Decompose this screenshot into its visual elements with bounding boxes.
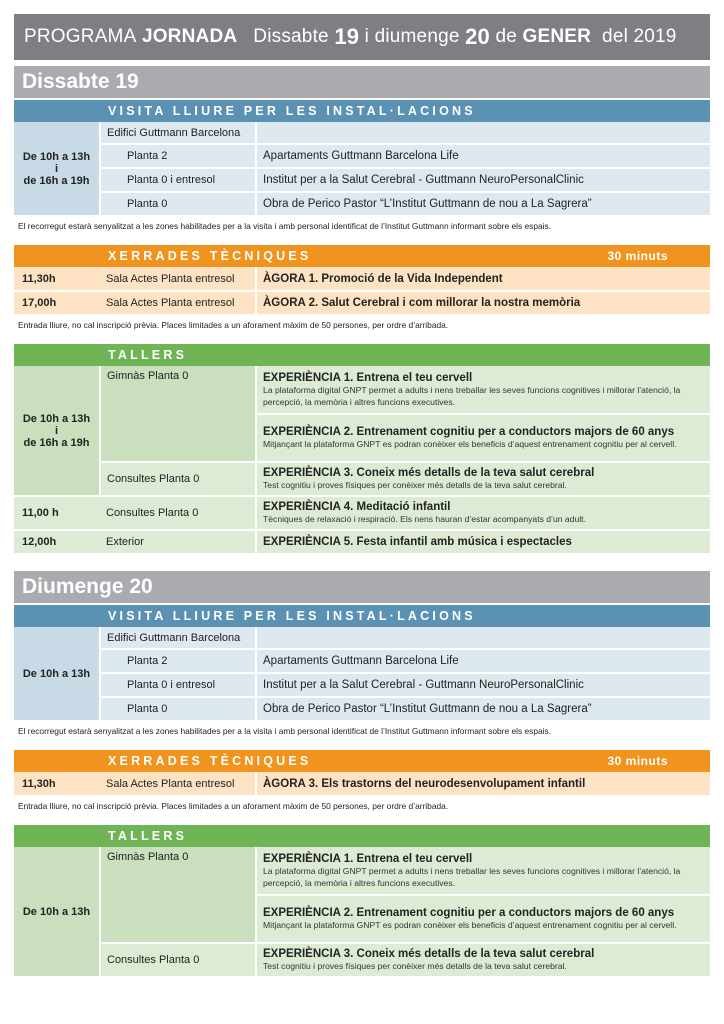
visita-loc: Planta 0 [100,192,256,216]
banner-day1: 19 [334,24,360,49]
taller-loc: Exterior [100,530,256,554]
table-row [14,627,710,649]
table-row [14,530,710,554]
xerrada-loc: Sala Actes Planta entresol [100,267,256,291]
visita-loc: Planta 0 i entresol [100,168,256,192]
visita-desc [256,122,710,144]
sat-visita-header [14,100,710,122]
visita-loc: Planta 0 i entresol [100,673,256,697]
time-i: i [54,424,59,437]
sat-xerrades-header [14,245,710,267]
sat-visita-table [14,122,710,217]
exp-text: Test cognitiu i proves físiques per conèixer més detalls de la teva salut cerebral. [263,961,567,971]
sat-visita-note: El recorregut estarà senyalitzat a les zones habilitades per a la visita i amb personal identificat de l’Institut Guttmann informant sobre els espais. [18,221,552,231]
table-row [14,291,710,315]
exp-title: EXPERIÈNCIA 2. Entrenament cognitiu per a conductors majors de 60 anys [263,907,675,919]
sat-visita-time [14,122,100,216]
table-row [14,366,710,414]
visita-loc: Edifici Guttmann Barcelona [100,627,256,649]
sat-xerrades-note: Entrada lliure, no cal inscripció prèvia. Places limitades a un aforament màxim de 50 persones, per ordre d’arribada. [18,320,449,330]
taller-exp [256,414,710,462]
time-a: De 10h a 13h [22,412,91,425]
exp-title: EXPERIÈNCIA 2. Entrenament cognitiu per a conductors majors de 60 anys [263,426,675,438]
xerrada-desc: ÀGORA 2. Salut Cerebral i com millorar la nostra memòria [256,291,710,315]
sun-visita-note: El recorregut estarà senyalitzat a les zones habilitades per a la visita i amb personal identificat de l’Institut Guttmann informant sobre els espais. [18,726,552,736]
taller-loc: Consultes Planta 0 [100,462,256,496]
visita-desc: Apartaments Guttmann Barcelona Life [256,144,710,168]
banner-de: de [495,26,518,47]
table-row [14,192,710,216]
visita-desc: Institut per a la Salut Cerebral - Guttmann NeuroPersonalClinic [256,168,710,192]
visita-desc [256,627,710,649]
taller-exp [256,530,710,554]
visita-loc: Edifici Guttmann Barcelona [100,122,256,144]
sun-xerrades-header-label: XERRADES TÈCNIQUES [108,754,312,768]
taller-loc: Gimnàs Planta 0 [100,847,256,943]
sat-xerrades-duration: 30 minuts [607,249,668,263]
banner-month: GENER [522,26,592,47]
visita-loc: Planta 2 [100,144,256,168]
visita-desc: Obra de Perico Pastor “L’Institut Guttmann de nou a La Sagrera” [256,192,710,216]
xerrada-time: 11,30h [14,772,100,796]
visita-loc: Planta 2 [100,649,256,673]
banner-i: i diumenge [364,26,460,47]
taller-exp [256,462,710,496]
exp-title: EXPERIÈNCIA 3. Coneix més detalls de la teva salut cerebral [263,948,595,960]
time-a: De 10h a 13h [22,150,91,163]
table-row [14,267,710,291]
taller-exp [256,366,710,414]
xerrada-desc: ÀGORA 3. Els trastorns del neurodesenvolupament infantil [256,772,710,796]
exp-title: EXPERIÈNCIA 1. Entrena el teu cervell [263,852,473,865]
table-row [14,122,710,144]
exp-text: La plataforma digital GNPT permet a adults i nens treballar les seves funcions cognitives i millorar l’atenció, la percepció, la memòria i altres funcions executives. [263,384,681,407]
sun-tallers-table [14,847,710,978]
sun-xerrades-header [14,750,710,772]
exp-text: La plataforma digital GNPT permet a adults i nens treballar les seves funcions cognitives i millorar l’atenció, la percepció, la memòria i altres funcions executives. [263,865,681,888]
exp-text: Mitjançant la plataforma GNPT es podran conèixer els beneficis d’aquest entrenament cognitiu per al cervell. [263,920,677,930]
sun-visita-table [14,627,710,722]
time-b: de 16h a 19h [23,436,90,449]
visita-desc: Institut per a la Salut Cerebral - Guttmann NeuroPersonalClinic [256,673,710,697]
banner-jornada: JORNADA [141,26,238,47]
taller-exp [256,895,710,943]
time-i: i [54,162,59,175]
sun-tallers-header [14,825,710,847]
sat-xerrades-table [14,267,710,316]
sat-visita-header-label: VISITA LLIURE PER LES INSTAL·LACIONS [108,104,476,118]
taller-loc: Consultes Planta 0 [100,496,256,530]
table-row [14,673,710,697]
visita-desc: Apartaments Guttmann Barcelona Life [256,649,710,673]
table-row [14,697,710,721]
taller-time: 12,00h [14,530,100,554]
taller-exp [256,943,710,977]
time-b: de 16h a 19h [23,174,90,187]
table-row [14,649,710,673]
saturday-title: Dissabte 19 [14,66,710,98]
taller-exp [256,496,710,530]
exp-title: EXPERIÈNCIA 5. Festa infantil amb música i espectacles [263,536,572,548]
banner-programa: PROGRAMA [24,26,137,47]
program-page [14,14,710,978]
xerrada-time: 17,00h [14,291,100,315]
sat-tallers-table [14,366,710,555]
xerrada-desc: ÀGORA 1. Promoció de la Vida Independent [256,267,710,291]
exp-text: Tècniques de relaxació i respiració. Els nens hauran d’estar acompanyats d’un adult. [263,514,586,524]
sat-xerrades-header-label: XERRADES TÈCNIQUES [108,249,312,263]
table-row [14,943,710,977]
taller-time: 11,00 h [14,496,100,530]
taller-exp [256,847,710,895]
visita-loc: Planta 0 [100,697,256,721]
sun-visita-time: De 10h a 13h [14,627,100,721]
exp-title: EXPERIÈNCIA 3. Coneix més detalls de la teva salut cerebral [263,467,595,479]
sun-tallers-time: De 10h a 13h [14,847,100,977]
sun-xerrades-table [14,772,710,797]
sat-tallers-header [14,344,710,366]
exp-text: Test cognitiu i proves físiques per conèixer més detalls de la teva salut cerebral. [263,480,567,490]
program-banner [14,14,710,60]
taller-loc: Consultes Planta 0 [100,943,256,977]
exp-text: Mitjançant la plataforma GNPT es podran conèixer els beneficis d’aquest entrenament cognitiu per al cervell. [263,439,677,449]
sunday-title: Diumenge 20 [14,571,710,603]
xerrada-loc: Sala Actes Planta entresol [100,772,256,796]
table-row [14,496,710,530]
banner-day2: 20 [465,24,490,49]
sun-xerrades-duration: 30 minuts [607,754,668,768]
sun-visita-header [14,605,710,627]
exp-title: EXPERIÈNCIA 1. Entrena el teu cervell [263,371,473,384]
xerrada-time: 11,30h [14,267,100,291]
taller-loc: Gimnàs Planta 0 [100,366,256,462]
table-row [14,168,710,192]
xerrada-loc: Sala Actes Planta entresol [100,291,256,315]
table-row [14,772,710,796]
exp-title: EXPERIÈNCIA 4. Meditació infantil [263,501,451,513]
table-row [14,144,710,168]
sun-visita-header-label: VISITA LLIURE PER LES INSTAL·LACIONS [108,609,476,623]
sun-tallers-header-label: TALLERS [108,829,188,843]
table-row [14,847,710,895]
banner-year: del 2019 [602,26,677,47]
banner-dissabte: Dissabte [253,26,329,47]
sat-tallers-time [14,366,100,496]
sat-tallers-header-label: TALLERS [108,348,188,362]
table-row [14,462,710,496]
visita-desc: Obra de Perico Pastor “L’Institut Guttmann de nou a La Sagrera” [256,697,710,721]
sun-xerrades-note: Entrada lliure, no cal inscripció prèvia. Places limitades a un aforament màxim de 50 persones, per ordre d’arribada. [18,801,449,811]
